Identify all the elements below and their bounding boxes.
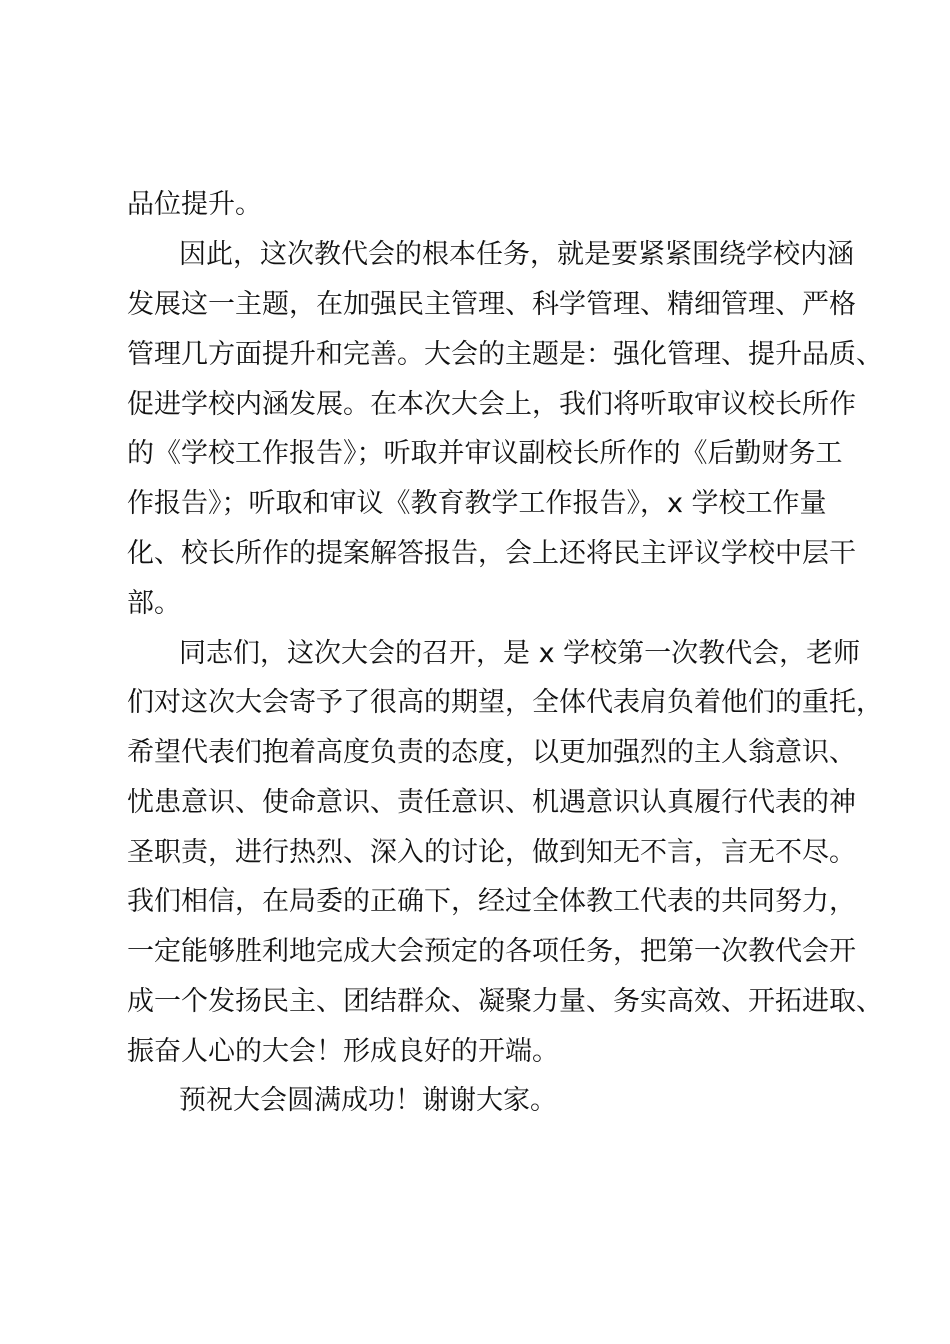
text-line: 振奋人心的大会！形成良好的开端。 (127, 1036, 559, 1067)
text-line: 促进学校内涵发展。在本次大会上，我们将听取审议校长所作 (127, 389, 856, 420)
text-line: 品位提升。 (127, 189, 262, 220)
text-line: 化、校长所作的提案解答报告，会上还将民主评议学校中层干 (127, 538, 856, 569)
text-line: 一定能够胜利地完成大会预定的各项任务，把第一次教代会开 (127, 936, 856, 967)
paragraph-first-line: 预祝大会圆满成功！谢谢大家。 (179, 1085, 557, 1116)
text-line: 圣职责，进行热烈、深入的讨论，做到知无不言，言无不尽。 (127, 837, 856, 868)
text-line: 发展这一主题，在加强民主管理、科学管理、精细管理、严格 (127, 289, 856, 320)
text-line: 成一个发扬民主、团结群众、凝聚力量、务实高效、开拓进取、 (127, 986, 883, 1017)
paragraph-first-line: 因此，这次教代会的根本任务，就是要紧紧围绕学校内涵 (179, 239, 854, 270)
paragraph-first-line: 同志们，这次大会的召开，是 x 学校第一次教代会，老师 (179, 638, 861, 669)
text-line: 的《学校工作报告》；听取并审议副校长所作的《后勤财务工 (127, 438, 843, 469)
text-line: 忧患意识、使命意识、责任意识、机遇意识认真履行代表的神 (127, 787, 856, 818)
text-line: 希望代表们抱着高度负责的态度，以更加强烈的主人翁意识、 (127, 737, 856, 768)
text-line: 部。 (127, 588, 181, 619)
text-line: 作报告》；听取和审议《教育教学工作报告》，x 学校工作量 (127, 488, 827, 519)
text-line: 我们相信，在局委的正确下，经过全体教工代表的共同努力， (127, 886, 856, 917)
text-line: 管理几方面提升和完善。大会的主题是：强化管理、提升品质、 (127, 339, 883, 370)
text-line: 们对这次大会寄予了很高的期望，全体代表肩负着他们的重托， (127, 687, 883, 718)
